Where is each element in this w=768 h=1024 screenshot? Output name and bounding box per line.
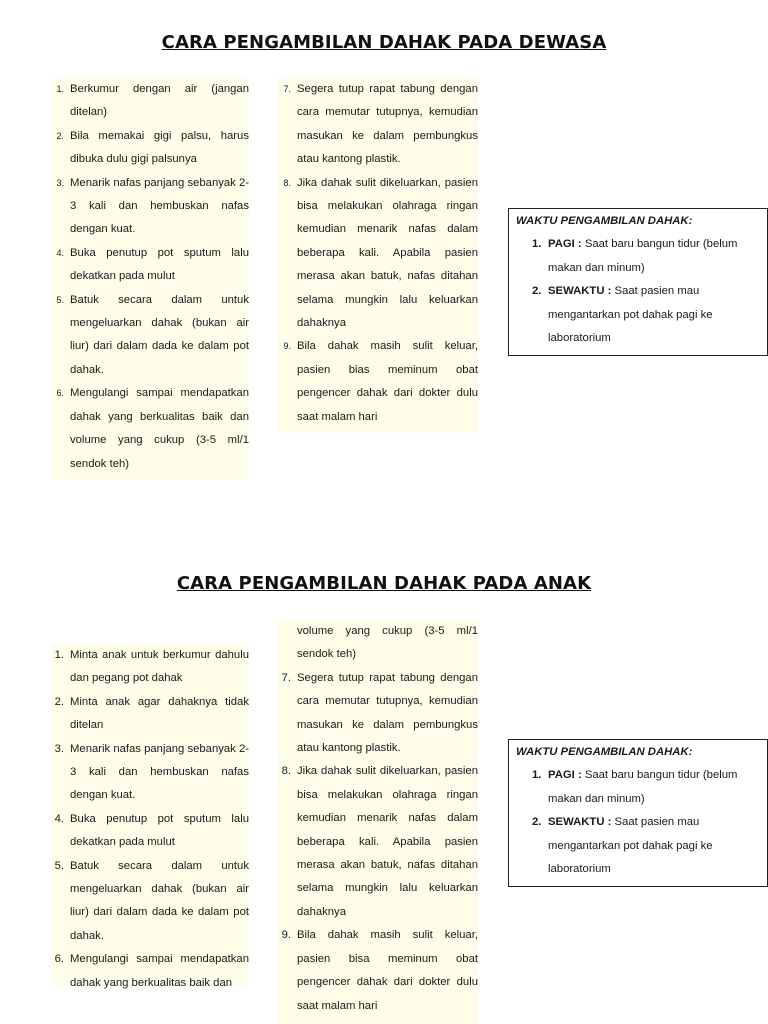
step-item [278, 760, 478, 924]
step-item [52, 242, 249, 289]
time-item [516, 764, 761, 811]
step-number: 3. [56, 177, 64, 188]
step-number: 2. [54, 695, 64, 708]
step-text: Batuk secara dalam untuk mengeluarkan dahak (bukan air liur) dari dalam dada ke dalam pot dahak. [70, 293, 249, 376]
step-number: 9. [283, 341, 291, 352]
step-item [52, 855, 249, 949]
step-item [278, 667, 478, 761]
adult-time-box-title: WAKTU PENGAMBILAN DAHAK: [516, 215, 693, 227]
time-item-label: PAGI : [548, 238, 582, 251]
time-item-label: SEWAKTU : [548, 816, 612, 829]
step-item [278, 78, 478, 172]
step-item [52, 808, 249, 855]
child-steps-right [278, 620, 478, 1024]
time-item-text: Saat pasien mau mengantarkan pot dahak pagi ke laboratorium [548, 285, 713, 345]
step-item [52, 78, 249, 125]
step-text: Batuk secara dalam untuk mengeluarkan dahak (bukan air liur) dari dalam dada ke dalam pot dahak. [70, 859, 249, 942]
step-item [278, 924, 478, 1018]
adult-steps-left [52, 78, 249, 480]
time-item [516, 811, 761, 881]
step-text: Bila dahak masih sulit keluar, pasien bisa meminum obat pengencer dahak dari dokter dulu saat malam hari [297, 929, 478, 1012]
step-number: 4. [54, 812, 64, 825]
child-steps-left [52, 644, 249, 989]
step-item [52, 172, 249, 242]
step-item [52, 644, 249, 691]
step-text: Jika dahak sulit dikeluarkan, pasien bisa melakukan olahraga ringan kemudian menarik nafas dalam beberapa kali. Apabila pasien merasa akan batuk, nafas ditahan selama mungkin lalu keluarkan dahaknya [297, 765, 478, 918]
step-text: Menarik nafas panjang sebanyak 2-3 kali dan hembuskan nafas dengan kuat. [70, 176, 249, 236]
step-number: 5. [56, 294, 64, 305]
step-number: 6. [54, 953, 64, 966]
step-item [52, 948, 249, 995]
step-number: 8. [283, 177, 291, 188]
time-item-text: Saat baru bangun tidur (belum makan dan minum) [548, 769, 738, 805]
step-text: Minta anak untuk berkumur dahulu dan pegang pot dahak [70, 649, 249, 685]
step-number: 7. [281, 671, 291, 684]
step-item [52, 289, 249, 383]
step-item [278, 172, 478, 336]
step-text: Mengulangi sampai mendapatkan dahak yang berkualitas baik dan volume yang cukup (3-5 ml/1 sendok teh) [70, 387, 249, 470]
time-item [516, 233, 761, 280]
step-text: Buka penutup pot sputum lalu dekatkan pada mulut [70, 246, 249, 283]
step-number: 5. [54, 859, 64, 872]
step-item [52, 738, 249, 808]
time-item [516, 280, 761, 350]
step-item [278, 335, 478, 429]
step-text: Bila dahak masih sulit keluar, pasien bias meminum obat pengencer dahak dari dokter dulu saat malam hari [297, 340, 478, 423]
adult-steps-right [278, 78, 478, 433]
step-text: Menarik nafas panjang sebanyak 2-3 kali dan hembuskan nafas dengan kuat. [70, 742, 249, 802]
child-collection-time-box [508, 739, 768, 887]
step-number: 6. [56, 388, 64, 399]
time-item-label: PAGI : [548, 769, 582, 782]
step-text: Berkumur dengan air (jangan ditelan) [70, 83, 249, 119]
step-number: 1. [54, 649, 64, 661]
time-item-number: 1. [532, 769, 542, 782]
step-number: 4. [56, 247, 64, 258]
step-number: 9. [281, 929, 291, 942]
time-item-text: Saat baru bangun tidur (belum makan dan minum) [548, 238, 738, 274]
adult-collection-time-box [508, 208, 768, 356]
step-text: Mengulangi sampai mendapatkan dahak yang berkualitas baik dan [70, 953, 249, 989]
step-item [52, 382, 249, 476]
time-item-text: Saat pasien mau mengantarkan pot dahak pagi ke laboratorium [548, 816, 713, 876]
step-item [52, 125, 249, 172]
step-text: Bila memakai gigi palsu, harus dibuka dulu gigi palsunya [70, 129, 249, 166]
step-number: 8. [281, 765, 291, 778]
child-time-box-title: WAKTU PENGAMBILAN DAHAK: [516, 746, 693, 758]
step-number: 2. [56, 130, 64, 141]
adult-section-title: CARA PENGAMBILAN DAHAK PADA DEWASA [161, 32, 607, 53]
time-item-label: SEWAKTU : [548, 285, 612, 298]
step-text: Segera tutup rapat tabung dengan cara memutar tutupnya, kemudian masukan ke dalam pembungkus atau kantong plastik. [297, 671, 478, 755]
step-text: Buka penutup pot sputum lalu dekatkan pada mulut [70, 812, 249, 849]
step-text: Minta anak agar dahaknya tidak ditelan [70, 695, 249, 732]
step-number: 7. [283, 84, 291, 94]
child-step-6-continuation: volume yang cukup (3-5 ml/1 sendok teh) [297, 625, 478, 661]
time-item-number: 1. [532, 238, 542, 251]
time-item-number: 2. [532, 816, 542, 829]
step-number: 1. [56, 84, 64, 94]
step-text: Segera tutup rapat tabung dengan cara memutar tutupnya, kemudian masukan ke dalam pembungkus atau kantong plastik. [297, 83, 478, 166]
child-section-title: CARA PENGAMBILAN DAHAK PADA ANAK [176, 573, 592, 594]
step-item [52, 691, 249, 738]
time-item-number: 2. [532, 285, 542, 298]
step-number: 3. [54, 742, 64, 755]
step-text: Jika dahak sulit dikeluarkan, pasien bisa melakukan olahraga ringan kemudian menarik nafas dalam beberapa kali. Apabila pasien merasa akan batuk, nafas ditahan selama mungkin lalu keluarkan dahaknya [297, 176, 478, 330]
